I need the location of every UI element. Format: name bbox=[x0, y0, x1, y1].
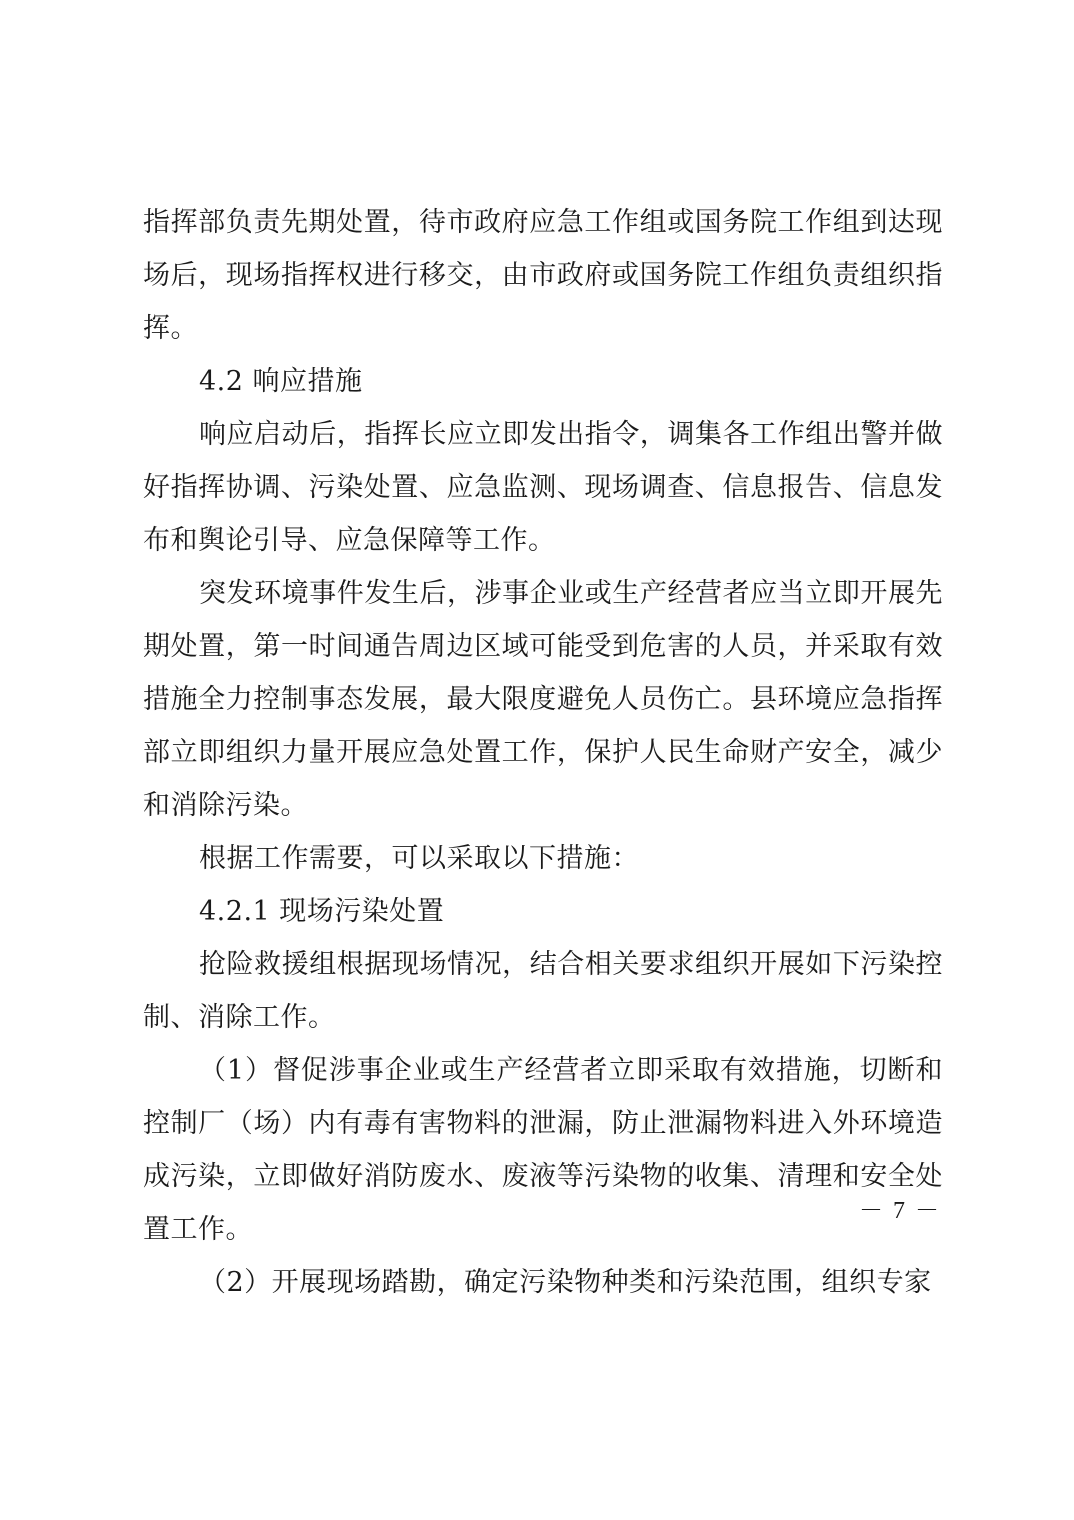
section-heading-4-2: 4.2 响应措施 bbox=[199, 366, 363, 397]
page-number: － 7 － bbox=[859, 1198, 941, 1224]
paragraph-item-1: （1）督促涉事企业或生产经营者立即采取有效措施，切断和控制厂（场）内有毒有害物料的泄漏，防止泄漏物料进入外环境造成污染，立即做好消防废水、废液等污染物的收集、清理和安全处置工作。 bbox=[143, 1055, 943, 1245]
paragraph-item-2: （2）开展现场踏勘，确定污染物种类和污染范围，组织专家 bbox=[199, 1267, 932, 1298]
paragraph-response-start: 响应启动后，指挥长应立即发出指令，调集各工作组出警并做好指挥协调、污染处置、应急监测、现场调查、信息报告、信息发布和舆论引导、应急保障等工作。 bbox=[143, 419, 943, 556]
document-body bbox=[143, 196, 943, 1309]
section-heading-4-2-1: 4.2.1 现场污染处置 bbox=[199, 896, 445, 927]
paragraph-measures-intro: 根据工作需要，可以采取以下措施： bbox=[199, 843, 639, 874]
paragraph-rescue-team: 抢险救援组根据现场情况，结合相关要求组织开展如下污染控制、消除工作。 bbox=[143, 949, 943, 1033]
paragraph-incident-handling: 突发环境事件发生后，涉事企业或生产经营者应当立即开展先期处置，第一时间通告周边区域可能受到危害的人员，并采取有效措施全力控制事态发展，最大限度避免人员伤亡。县环境应急指挥部立即组织力量开展应急处置工作，保护人民生命财产安全，减少和消除污染。 bbox=[143, 578, 943, 821]
paragraph-continuation: 指挥部负责先期处置，待市政府应急工作组或国务院工作组到达现场后，现场指挥权进行移交，由市政府或国务院工作组负责组织指挥。 bbox=[143, 207, 943, 344]
